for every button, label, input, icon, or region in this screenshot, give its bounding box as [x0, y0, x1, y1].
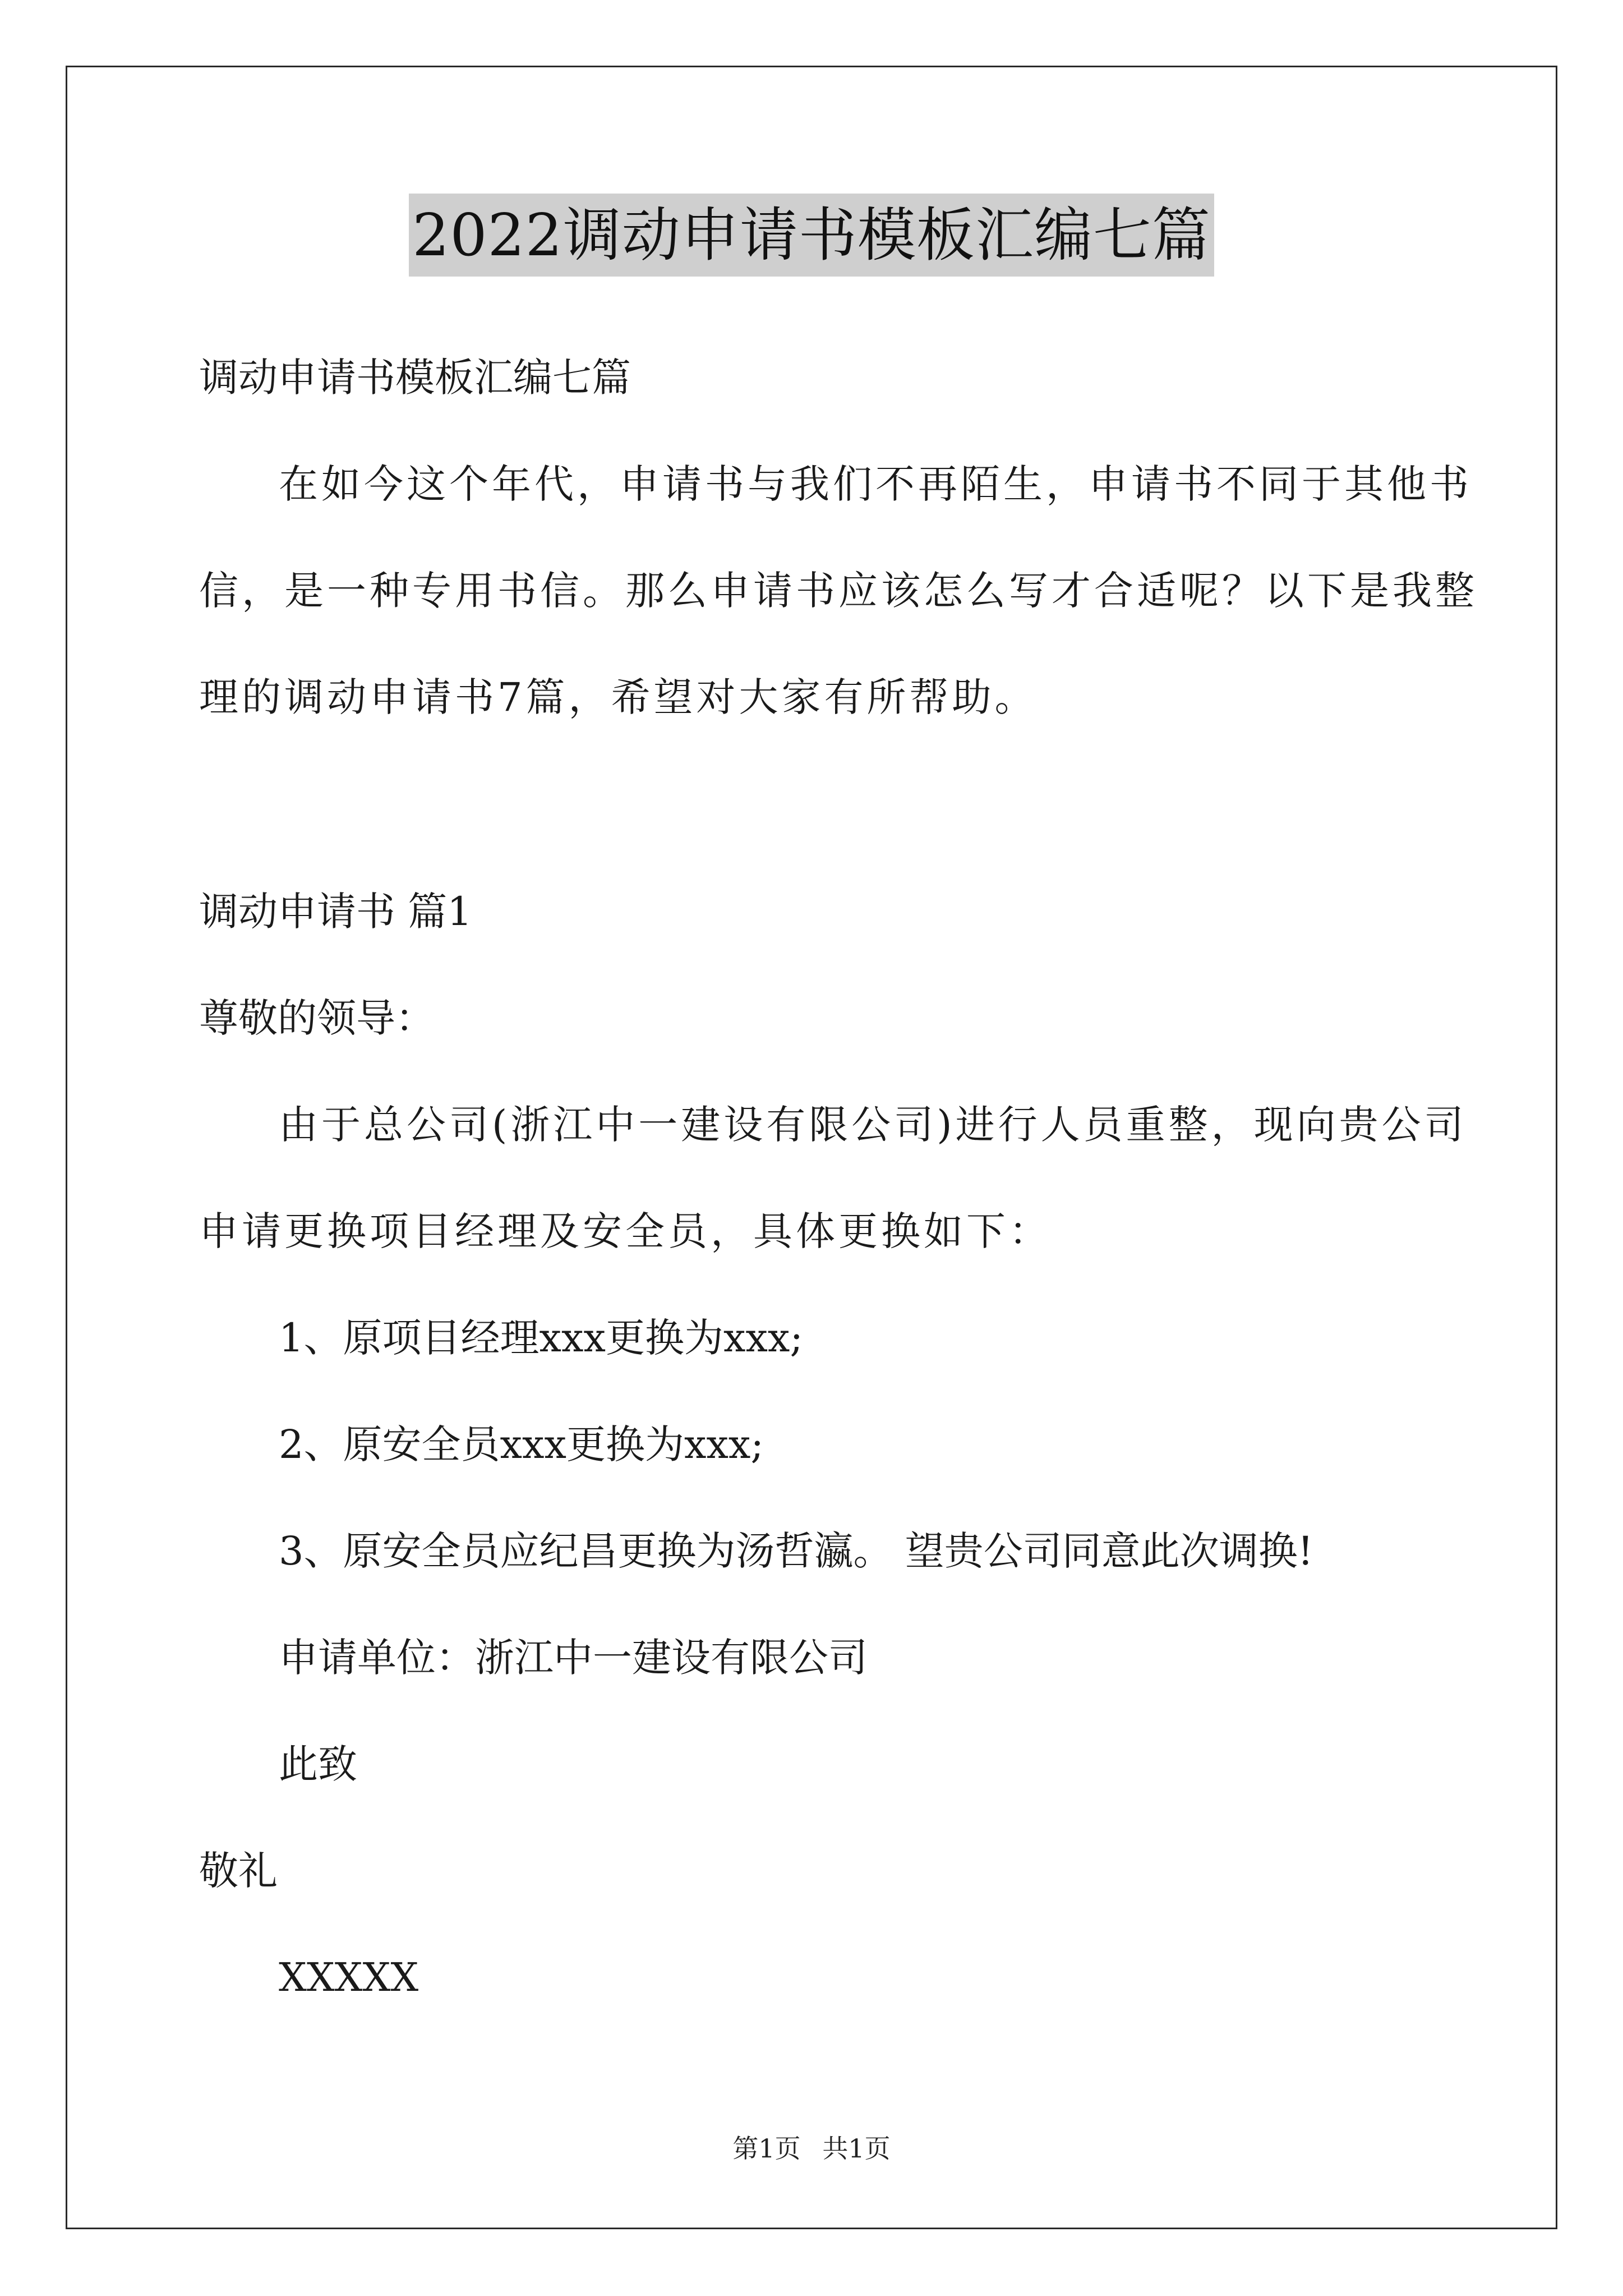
- document-title: 2022调动申请书模板汇编七篇: [409, 194, 1214, 277]
- list-item-1: 1、原项目经理xxx更换为xxx;: [279, 1315, 803, 1361]
- salutation: 尊敬的领导：: [199, 995, 435, 1041]
- list-item-2: 2、原安全员xxx更换为xxx;: [279, 1421, 764, 1467]
- intro-line-3: 理的调动申请书7篇，希望对大家有所帮助。: [199, 674, 1038, 720]
- section-heading: 调动申请书 篇1: [199, 889, 472, 935]
- closing-phrase: 此致: [279, 1741, 357, 1787]
- title-container: [0, 194, 1623, 277]
- applicant-unit: 申请单位：浙江中一建设有限公司: [279, 1635, 868, 1681]
- body-line-1: 由于总公司(浙江中一建设有限公司)进行人员重整，现向贵公司: [279, 1102, 1467, 1148]
- list-item-3: 3、原安全员应纪昌更换为汤哲瀛。 望贵公司同意此次调换!: [279, 1528, 1313, 1574]
- closing-salute: 敬礼: [199, 1848, 278, 1894]
- page-number: 第1页: [732, 2133, 801, 2164]
- intro-line-1: 在如今这个年代，申请书与我们不再陌生，申请书不同于其他书: [279, 461, 1472, 507]
- document-subtitle: 调动申请书模板汇编七篇: [199, 355, 631, 401]
- body-line-2: 申请更换项目经理及安全员，具体更换如下：: [199, 1208, 1052, 1254]
- signature: XXXXX: [279, 1954, 419, 2000]
- page-total: 共1页: [822, 2133, 891, 2164]
- intro-line-2: 信，是一种专用书信。那么申请书应该怎么写才合适呢？以下是我整: [199, 568, 1478, 614]
- page-footer: [0, 2132, 1623, 2165]
